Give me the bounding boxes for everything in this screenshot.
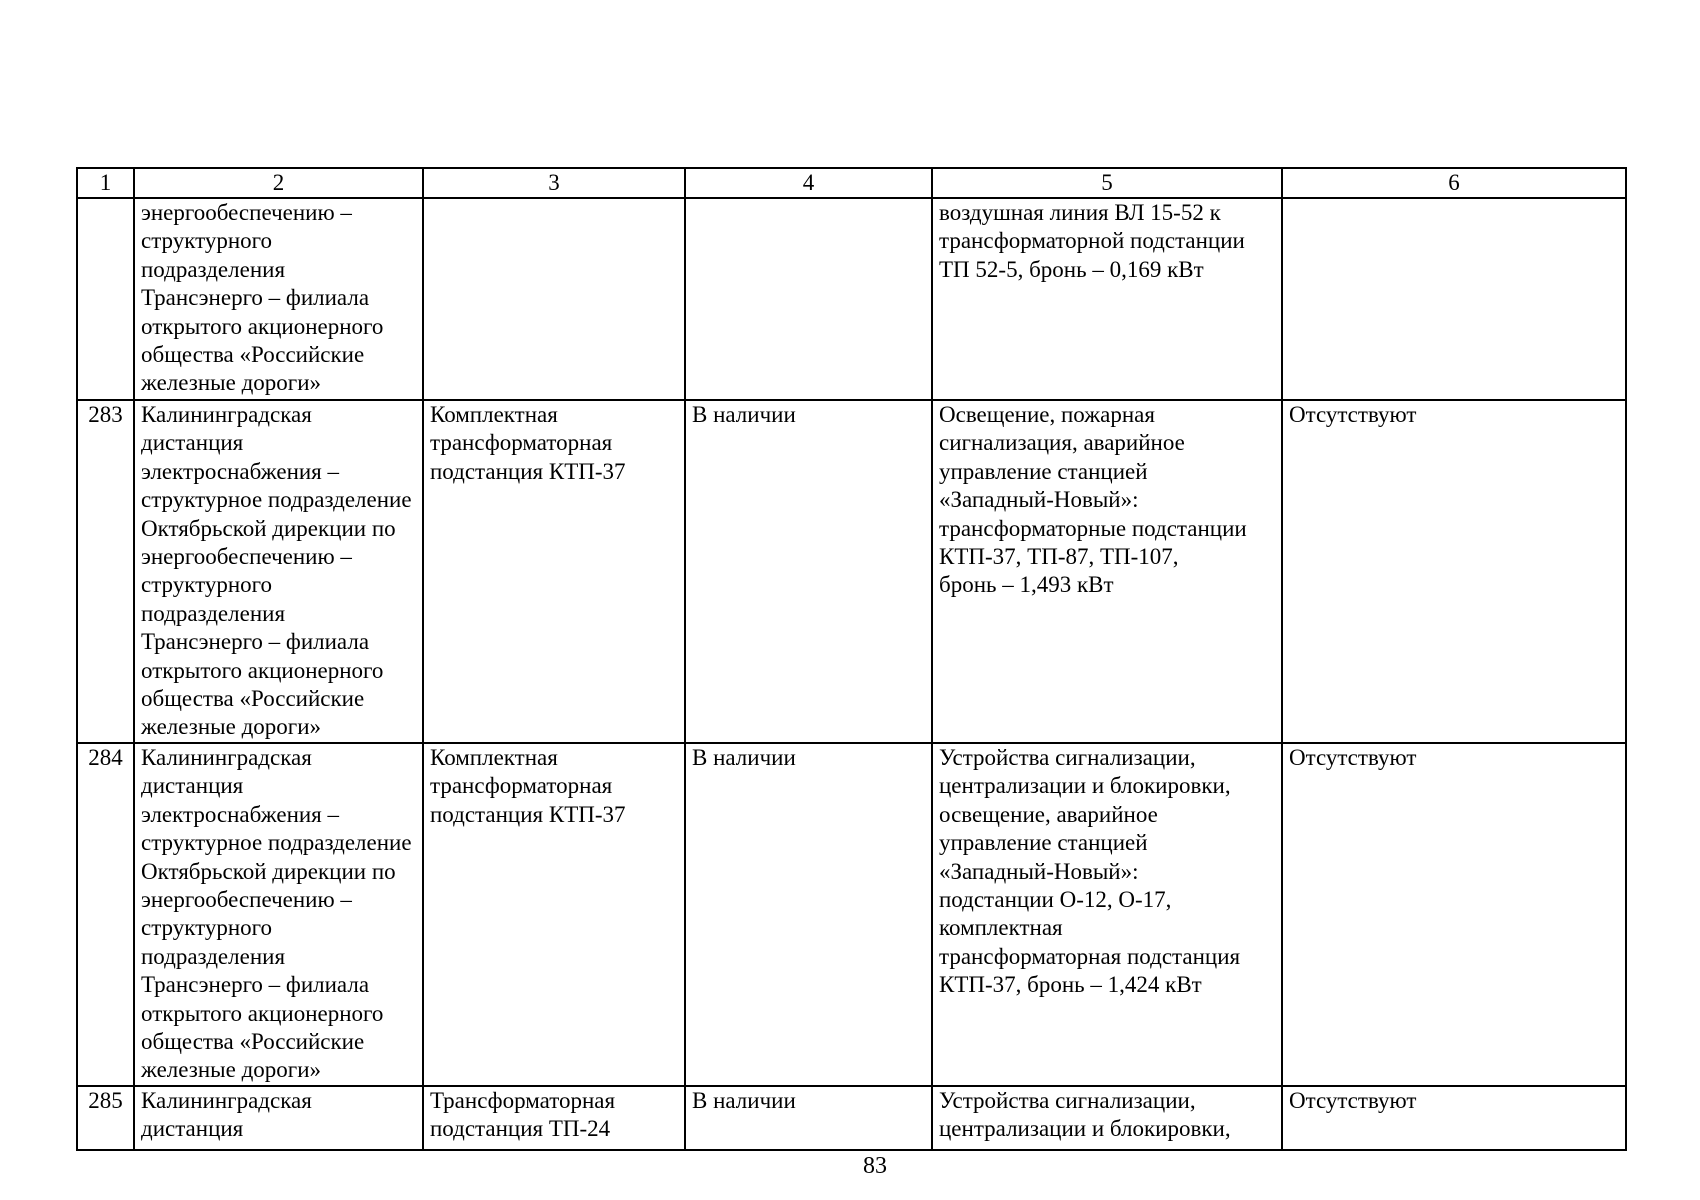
consumers-text: Устройства сигнализации, централизации и блокировки, (939, 1087, 1231, 1142)
row-number (77, 400, 134, 743)
status-text: В наличии (692, 744, 796, 770)
consumers-cell (932, 1086, 1282, 1150)
column-header-1: 1 (77, 168, 134, 198)
consumers-cell (932, 743, 1282, 1086)
status-cell (685, 743, 932, 1086)
row-number (77, 743, 134, 1086)
status-cell (685, 198, 932, 400)
consumers-text: Освещение, пожарная сигнализация, аварийное управление станцией «Западный-Новый»: трансформаторные подстанции КТП-37, ТП-87, ТП-107, бронь – 1,493 кВт (939, 402, 1247, 598)
owner-text: энергообеспечению – структурного подразделения Трансэнерго – филиала открытого акционерного общества «Российские железные дороги» (141, 200, 384, 396)
registry-table (76, 167, 1627, 1151)
page-number: 83 (863, 1153, 887, 1179)
notes-text: Отсутствуют (1289, 744, 1417, 770)
object-text: Комплектная трансформаторная подстанция КТП-37 (430, 402, 626, 484)
row-number (77, 1086, 134, 1150)
owner-cell (134, 743, 423, 1086)
consumers-cell (932, 198, 1282, 400)
consumers-cell (932, 400, 1282, 743)
table-header-row (77, 168, 1626, 198)
object-cell (423, 743, 685, 1086)
notes-cell (1282, 1086, 1626, 1150)
notes-text: Отсутствуют (1289, 1087, 1417, 1113)
row-number-text: 283 (88, 402, 123, 427)
object-cell (423, 1086, 685, 1150)
owner-cell (134, 400, 423, 743)
object-text: Трансформаторная подстанция ТП-24 (430, 1087, 616, 1142)
status-text: В наличии (692, 1087, 796, 1113)
owner-text: Калининградская дистанция электроснабжения – структурное подразделение Октябрьской дирекции по энергообеспечению – структурного подразделения Трансэнерго – филиала открытого акционерного общества «Российские железные дороги» (141, 402, 412, 740)
column-header-5: 5 (932, 168, 1282, 198)
notes-cell (1282, 400, 1626, 743)
object-cell (423, 400, 685, 743)
column-header-3: 3 (423, 168, 685, 198)
status-cell (685, 400, 932, 743)
row-number-text: 285 (88, 1087, 123, 1113)
row-number (77, 198, 134, 400)
consumers-text: Устройства сигнализации, централизации и блокировки, освещение, аварийное управление станцией «Западный-Новый»: подстанции О-12, О-17, комплектная трансформаторная подстанция КТП-37, бронь – 1,424 кВт (939, 744, 1241, 998)
owner-cell (134, 198, 423, 400)
column-header-4: 4 (685, 168, 932, 198)
column-header-6: 6 (1282, 168, 1626, 198)
status-text: В наличии (692, 402, 796, 427)
table-row (77, 743, 1626, 1086)
status-cell (685, 1086, 932, 1150)
column-header-2: 2 (134, 168, 423, 198)
row-number-text: 284 (88, 744, 123, 770)
table-row (77, 198, 1626, 400)
table-row (77, 1086, 1626, 1150)
notes-text: Отсутствуют (1289, 402, 1417, 427)
object-cell (423, 198, 685, 400)
owner-text: Калининградская дистанция электроснабжения – структурное подразделение Октябрьской дирекции по энергообеспечению – структурного подразделения Трансэнерго – филиала открытого акционерного общества «Российские железные дороги» (141, 744, 412, 1083)
owner-cell (134, 1086, 423, 1150)
consumers-text: воздушная линия ВЛ 15-52 к трансформаторной подстанции ТП 52-5, бронь – 0,169 кВт (939, 200, 1245, 282)
table-row (77, 400, 1626, 743)
object-text: Комплектная трансформаторная подстанция КТП-37 (430, 744, 626, 827)
notes-cell (1282, 743, 1626, 1086)
notes-cell (1282, 198, 1626, 400)
owner-text: Калининградская дистанция (141, 1087, 312, 1142)
